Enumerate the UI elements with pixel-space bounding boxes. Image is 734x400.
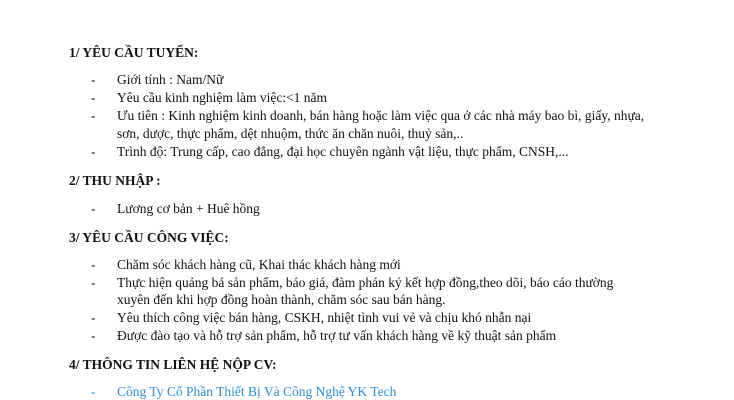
list-item-continuation: xuyên đến khi hợp đồng hoàn thành, chăm sóc sau bán hàng.: [117, 292, 446, 307]
company-name-link[interactable]: Công Ty Cổ Phần Thiết Bị Và Công Nghệ YK Tech: [117, 384, 397, 399]
bullet-dash: -: [91, 144, 96, 159]
list-item-text: Yêu cầu kinh nghiệm làm việc:<1 năm: [117, 90, 328, 105]
bullet-dash: -: [91, 384, 96, 399]
bullet-dash: -: [91, 257, 96, 272]
section-3-title: 3/ YÊU CẦU CÔNG VIỆC:: [69, 230, 229, 245]
bullet-dash: -: [91, 310, 96, 325]
list-item-text: Yêu thích công việc bán hàng, CSKH, nhiệt tình vui vẻ và chịu khó nhẫn nại: [117, 310, 532, 325]
list-item-text: Trình độ: Trung cấp, cao đẳng, đại học chuyên ngành vật liệu, thực phẩm, CNSH,...: [117, 144, 569, 159]
list-item-continuation: sơn, dược, thực phẩm, dệt nhuộm, thức ăn chăn nuôi, thuỷ sản,..: [117, 126, 464, 141]
bullet-dash: -: [91, 328, 96, 343]
list-item-text: Giới tính : Nam/Nữ: [117, 72, 224, 87]
bullet-dash: -: [91, 275, 96, 290]
list-item-text: Lương cơ bản + Huê hồng: [117, 201, 260, 216]
section-1-title: 1/ YÊU CẦU TUYỂN:: [69, 45, 199, 60]
bullet-dash: -: [91, 90, 96, 105]
list-item-text: Được đào tạo và hỗ trợ sản phẩm, hỗ trợ tư vấn khách hàng về kỹ thuật sản phẩm: [117, 328, 557, 343]
list-item-text: Chăm sóc khách hàng cũ, Khai thác khách hàng mới: [117, 257, 401, 272]
list-item-text: Thực hiện quảng bá sản phẩm, báo giá, đàm phán ký kết hợp đồng,theo dõi, báo cáo thường: [117, 275, 614, 290]
section-4-title: 4/ THÔNG TIN LIÊN HỆ NỘP CV:: [69, 357, 277, 372]
bullet-dash: -: [91, 201, 96, 216]
bullet-dash: -: [91, 108, 96, 123]
list-item-text: Ưu tiên : Kinh nghiệm kinh doanh, bán hàng hoặc làm việc qua ở các nhà máy bao bì, giấy, nhựa,: [117, 108, 645, 123]
section-2-title: 2/ THU NHẬP :: [69, 173, 161, 188]
bullet-dash: -: [91, 72, 96, 87]
